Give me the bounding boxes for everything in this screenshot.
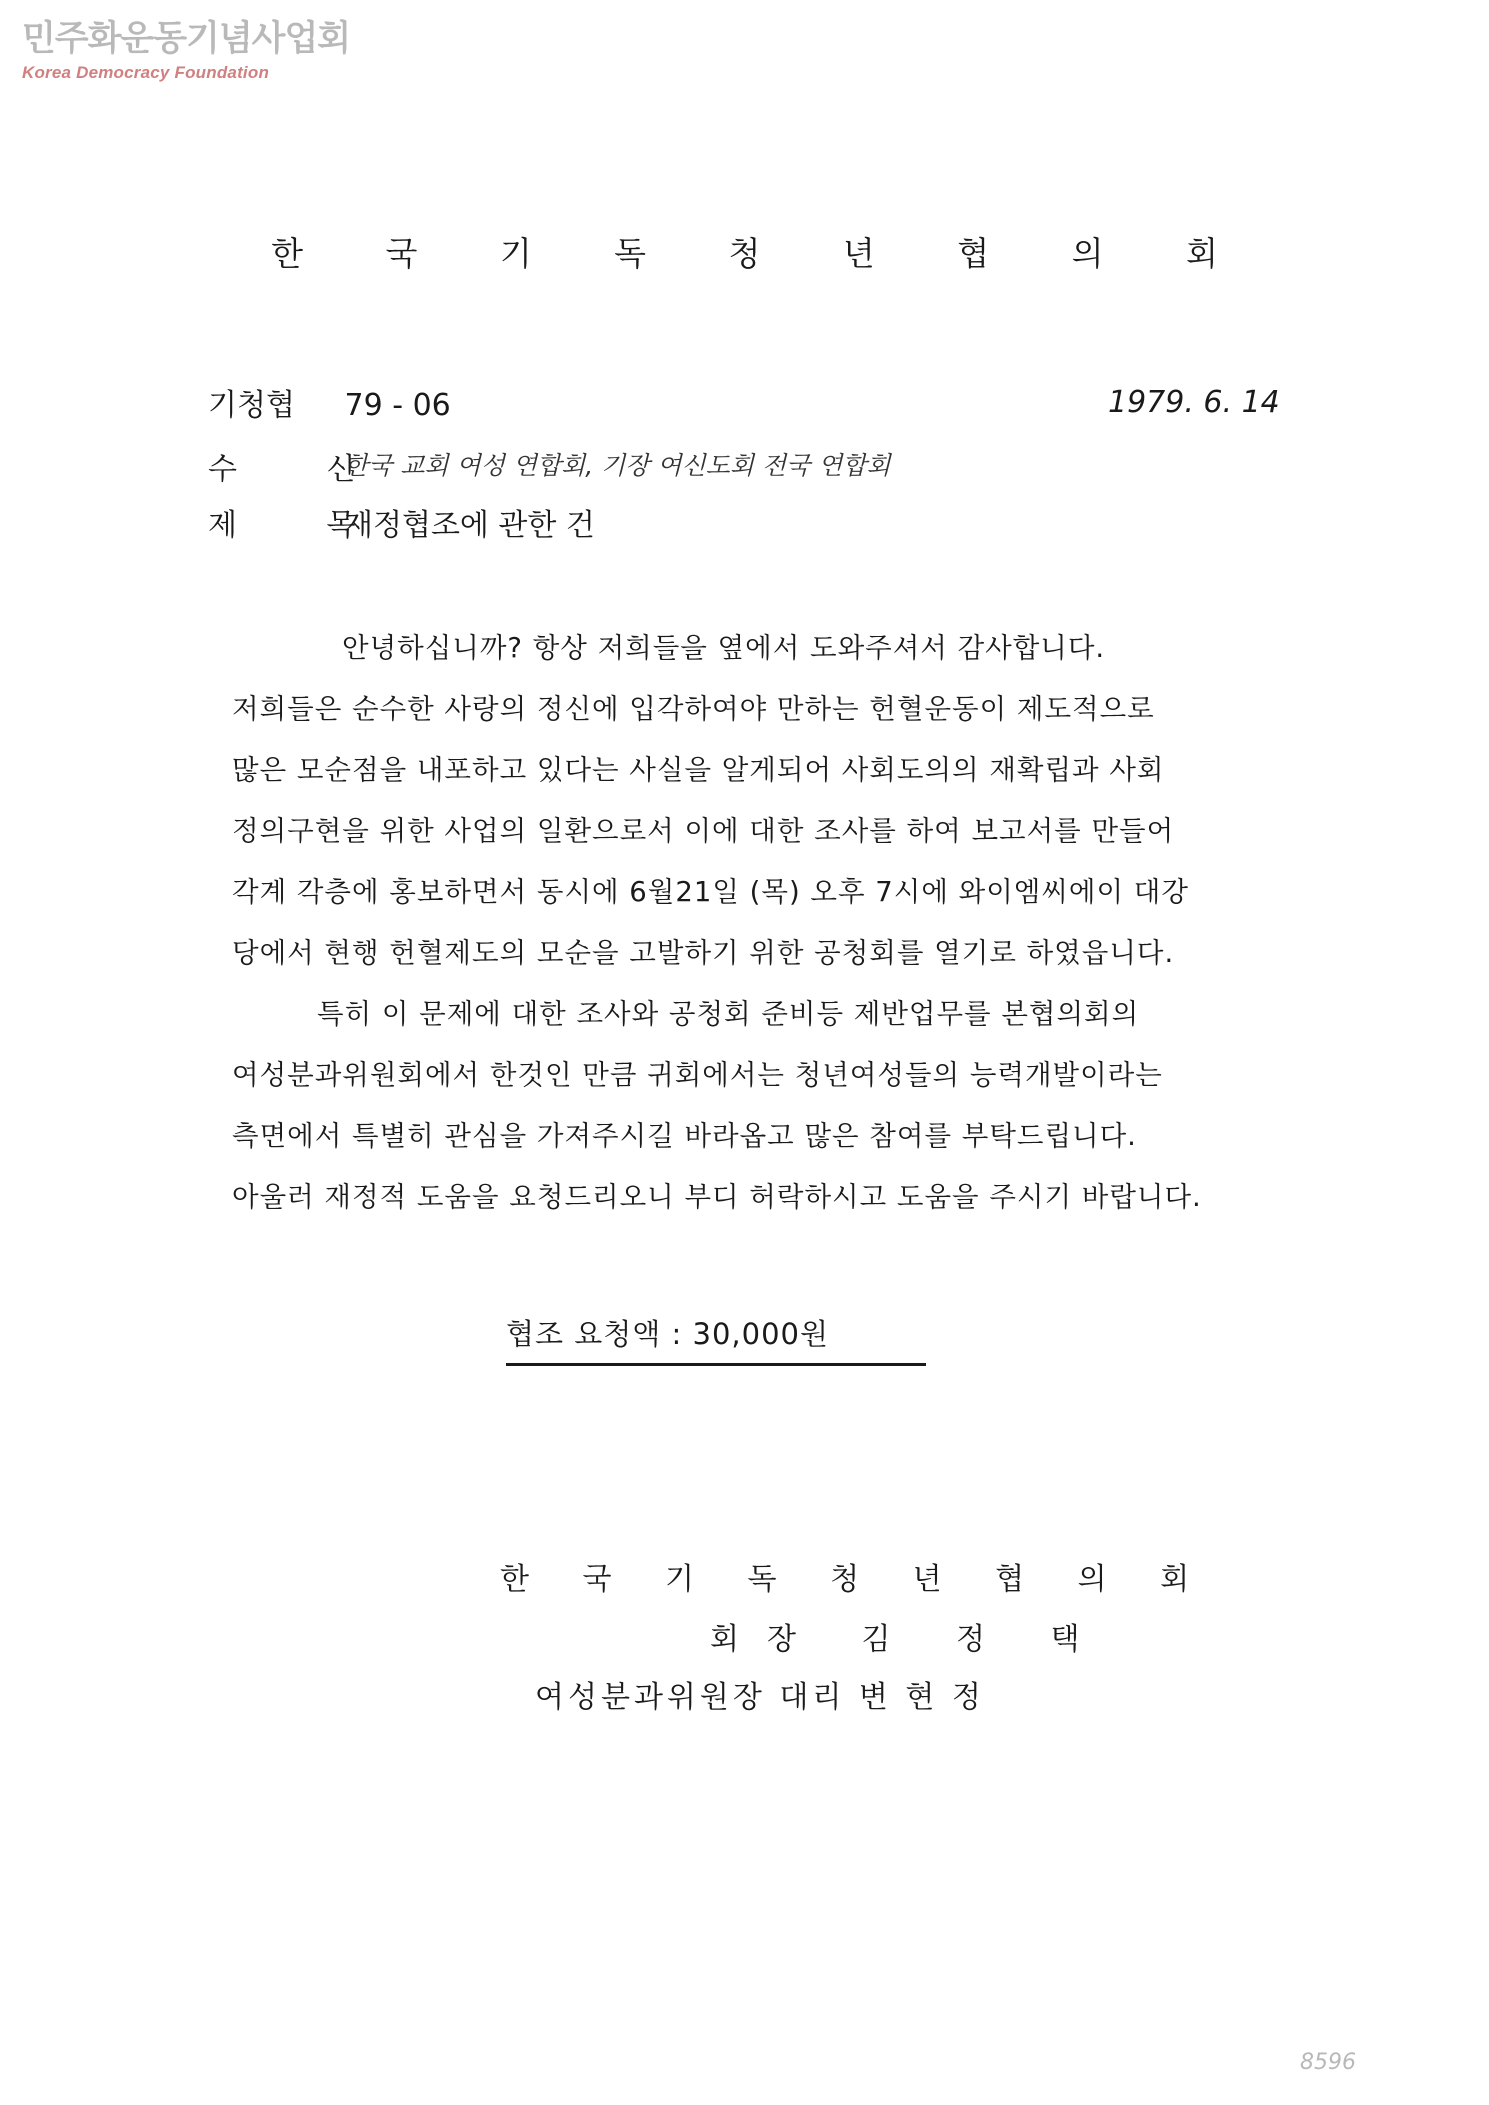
page-stamp-number: 8596 [1300, 2050, 1356, 2075]
body-line: 정의구현을 위한 사업의 일환으로서 이에 대한 조사를 하여 보고서를 만들어 [232, 815, 1175, 847]
body-line: 저희들은 순수한 사랑의 정신에 입각하여야 만하는 헌혈운동이 제도적으로 [232, 693, 1155, 725]
body-line: 특히 이 문제에 대한 조사와 공청회 준비등 제반업무를 본협의회의 [317, 998, 1140, 1030]
watermark-korean: 민주화운동기념사업회 [22, 19, 351, 59]
body-line: 측면에서 특별히 관심을 가져주시길 바라옵고 많은 참여를 부탁드립니다. [232, 1120, 1137, 1152]
signature-organization: 한 국 기 독 청 년 협 의 회 [500, 1562, 1212, 1597]
letter-body [232, 618, 1352, 1228]
watermark-logo [22, 19, 351, 83]
signature-representative: 여성분과위원장 대리 변 현 정 [535, 1680, 985, 1715]
body-line: 많은 모순점을 내포하고 있다는 사실을 알게되어 사회도의의 재확립과 사회 [232, 754, 1165, 786]
request-amount: 협조 요청액 : 30,000원 [506, 1317, 829, 1351]
body-line: 아울러 재정적 도움을 요청드리오니 부디 허락하시고 도움을 주시기 바랍니다. [232, 1181, 1202, 1213]
document-number-label: 기청협 [208, 388, 295, 423]
document-number-value: 79 - 06 [344, 388, 451, 423]
body-line: 안녕하십니까? 항상 저희들을 옆에서 도와주셔서 감사합니다. [342, 632, 1106, 664]
document-header-title: 한 국 기 독 청 년 협 의 회 [271, 234, 1254, 273]
body-line: 여성분과위원회에서 한것인 만큼 귀회에서는 청년여성들의 능력개발이라는 [232, 1059, 1163, 1091]
request-underline [506, 1363, 926, 1366]
watermark-english: Korea Democracy Foundation [22, 63, 270, 82]
recipient-label: 수 신 [208, 452, 396, 487]
body-line: 각계 각층에 홍보하면서 동시에 6월21일 (목) 오후 7시에 와이엠씨에이 대강 [232, 876, 1189, 908]
signature-president: 회장 김 정 택 [710, 1622, 1108, 1657]
document-number [208, 380, 451, 424]
body-line: 당에서 현행 헌혈제도의 모순을 고발하기 위한 공청회를 열기로 하였읍니다. [232, 937, 1175, 969]
document-date: 1979. 6. 14 [1108, 385, 1280, 420]
subject-value: 재정협조에 관한 건 [344, 508, 595, 543]
recipient-value: 한국 교회 여성 연합회, 기장 여신도회 전국 연합회 [344, 451, 891, 480]
subject-label: 제 목 [208, 508, 396, 543]
